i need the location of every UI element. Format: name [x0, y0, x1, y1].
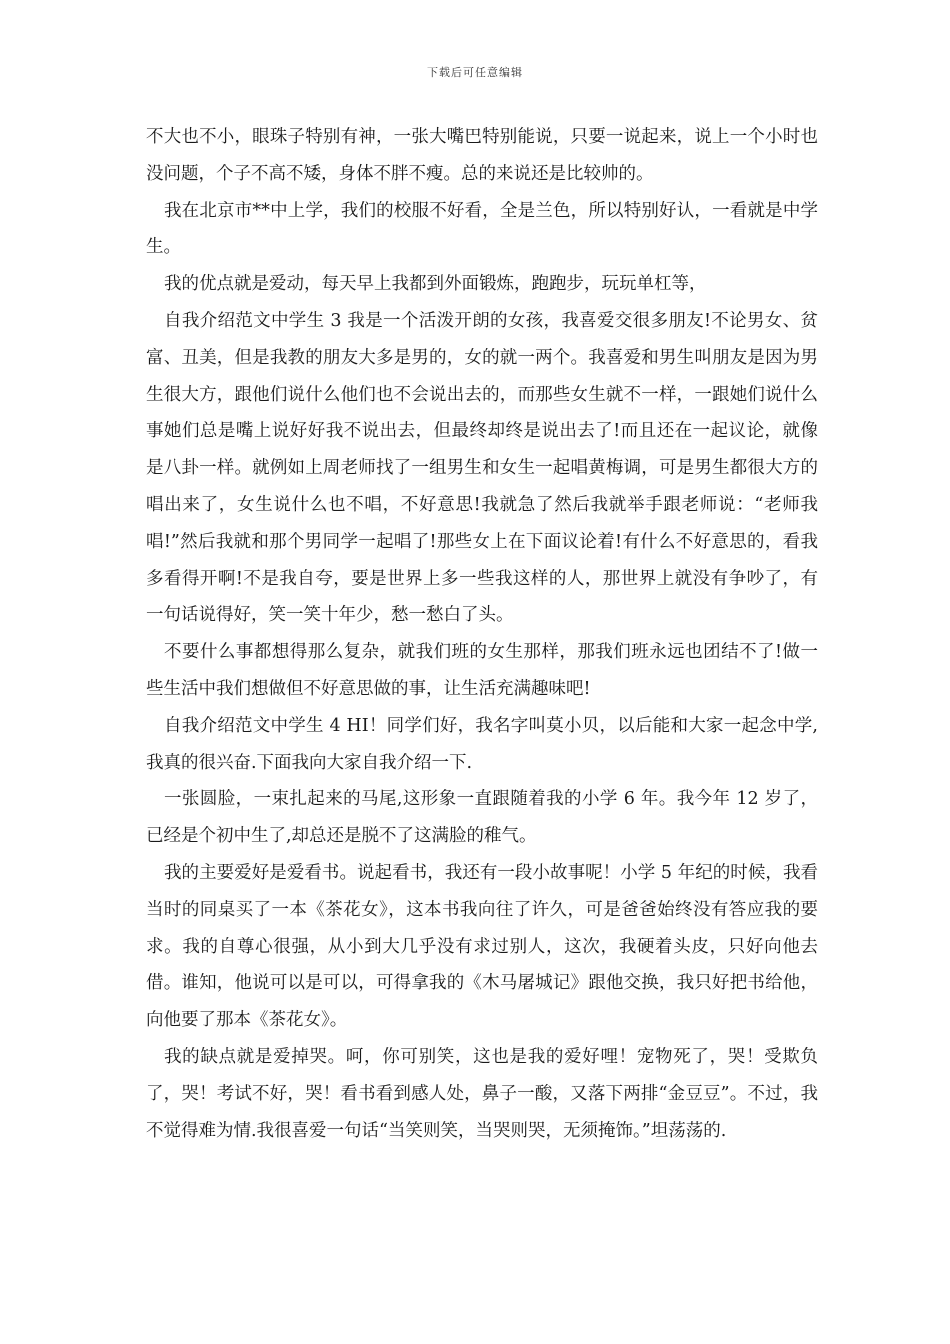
paragraph-2: 我在北京市**中上学，我们的校服不好看，全是兰色，所以特别好认，一看就是中学生。: [146, 200, 818, 258]
paragraph-4: 自我介绍范文中学生 3 我是一个活泼开朗的女孩，我喜爱交很多朋友!不论男女、贫富、丑美，但是我教的朋友大多是男的，女的就一两个。我喜爱和男生叫朋友是因为男生很大方，跟他们说什么他们也不会说出去的，而那些女生就不一样，一跟她们说什么事她们总是嘴上说好好我不说出去，但最终却终是说出去了!而且还在一起议论，就像是八卦一样。就例如上周老师找了一组男生和女生一起唱黄梅调，可是男生都很大方的唱出来了，女生说什么也不唱，不好意思!我就急了然后我就举手跟老师说：“老师我唱!”然后我就和那个男同学一起唱了!那些女上在下面议论着!有什么不好意思的，看我多看得开啊!不是我自夸，要是世界上多一些我这样的人，那世界上就没有争吵了，有一句话说得好，笑一笑十年少，愁一愁白了头。: [146, 310, 818, 626]
paragraph-9: 我的缺点就是爱掉哭。呵，你可别笑，这也是我的爱好哩！宠物死了，哭！受欺负了，哭！考试不好，哭！看书看到感人处，鼻子一酸，又落下两排“金豆豆”。不过，我不觉得难为情.我很喜爱一句话“当笑则笑，当哭则哭，无须掩饰。”坦荡荡的.: [146, 1046, 818, 1141]
page-header: 下载后可任意编辑: [427, 66, 523, 79]
paragraph-5: 不要什么事都想得那么复杂，就我们班的女生那样，那我们班永远也团结不了!做一些生活中我们想做但不好意思做的事，让生活充满趣味吧!: [146, 642, 818, 699]
paragraph-7: 一张圆脸，一束扎起来的马尾,这形象一直跟随着我的小学 6 年。我今年 12 岁了，已经是个初中生了,却总还是脱不了这满脸的稚气。: [146, 789, 818, 847]
paragraph-1: 不大也不小，眼珠子特别有神，一张大嘴巴特别能说，只要一说起来，说上一个小时也没问题，个子不高不矮，身体不胖不瘦。总的来说还是比较帅的。: [146, 127, 818, 184]
paragraph-3: 我的优点就是爱动，每天早上我都到外面锻炼，跑跑步，玩玩单杠等，: [164, 274, 707, 295]
paragraph-8: 我的主要爱好是爱看书。说起看书，我还有一段小故事呢！小学 5 年纪的时候，我看当时的同桌买了一本《茶花女》，这本书我向往了许久，可是爸爸始终没有答应我的要求。我的自尊心很强，从小到大几乎没有求过别人，这次，我硬着头皮，只好向他去借。谁知，他说可以是可以，可得拿我的《木马屠城记》跟他交换，我只好把书给他，向他要了那本《茶花女》。: [146, 862, 818, 1031]
document-body: [146, 119, 818, 1149]
paragraph-6: 自我介绍范文中学生 4 HI！同学们好，我名字叫莫小贝，以后能和大家一起念中学,我真的很兴奋.下面我向大家自我介绍一下.: [146, 715, 818, 773]
